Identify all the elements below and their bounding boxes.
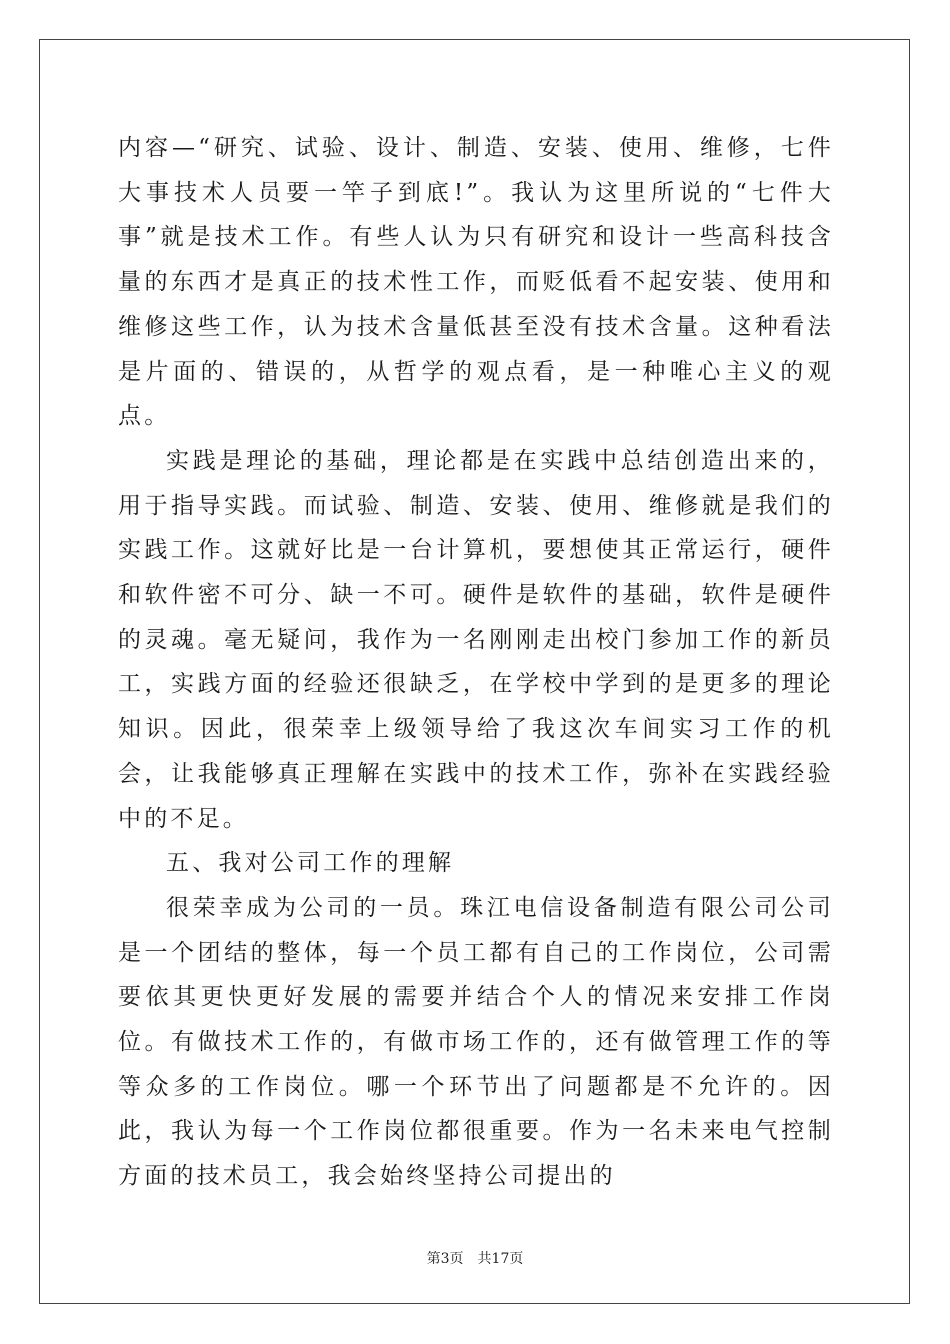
page-total: 共17页 (477, 1251, 524, 1267)
page-number: 第3页 (426, 1251, 464, 1267)
paragraph: 实践是理论的基础，理论都是在实践中总结创造出来的，用于指导实践。而试验、制造、安装、使用、维修就是我们的实践工作。这就好比是一台计算机，要想使其正常运行，硬件和软件密不可分、缺一不可。硬件是软件的基础，软件是硬件的灵魂。毫无疑问，我作为一名刚刚走出校门参加工作的新员工，实践方面的经验还很缺乏，在学校中学到的是更多的理论知识。因此，很荣幸上级领导给了我这次车间实习工作的机会，让我能够真正理解在实践中的技术工作，弥补在实践经验中的不足。 (118, 447, 834, 832)
section-heading: 五、我对公司工作的理解 (166, 850, 455, 877)
paragraph: 很荣幸成为公司的一员。珠江电信设备制造有限公司公司是一个团结的整体，每一个员工都有自己的工作岗位，公司需要依其更快更好发展的需要并结合个人的情况来安排工作岗位。有做技术工作的，有做市场工作的，还有做管理工作的等等众多的工作岗位。哪一个环节出了问题都是不允许的。因此，我认为每一个工作岗位都很重要。作为一名未来电气控制方面的技术员工，我会始终坚持公司提出的 (118, 894, 834, 1190)
document-body (118, 126, 834, 1199)
page-footer (0, 1248, 950, 1268)
paragraph: 内容—“研究、试验、设计、制造、安装、使用、维修，七件大事技术人员要一竿子到底!”。我认为这里所说的“七件大事”就是技术工作。有些人认为只有研究和设计一些高科技含量的东西才是真正的技术性工作，而贬低看不起安装、使用和维修这些工作，认为技术含量低甚至没有技术含量。这种看法是片面的、错误的，从哲学的观点看，是一种唯心主义的观点。 (118, 135, 834, 430)
